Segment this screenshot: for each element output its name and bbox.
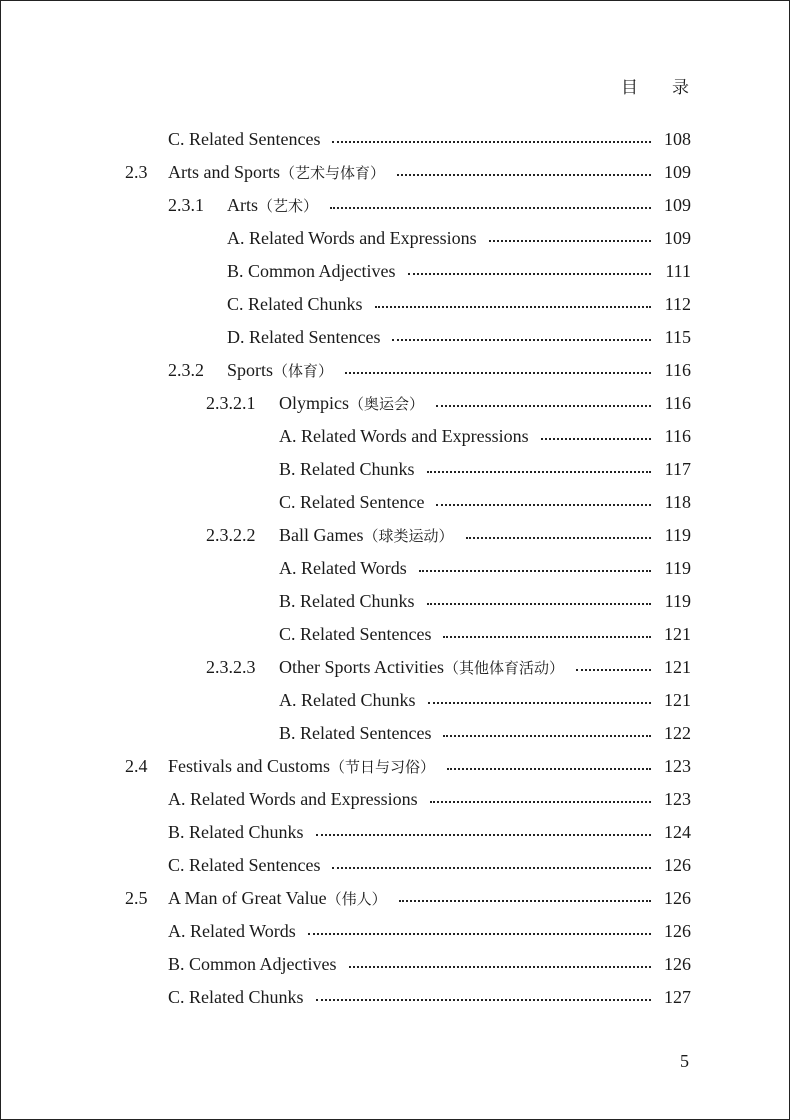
toc-title <box>279 486 424 519</box>
toc-dot-leader <box>408 271 652 275</box>
toc-dot-leader <box>397 172 651 176</box>
toc-page-number: 121 <box>664 657 691 677</box>
toc-entry[interactable] <box>1 420 790 453</box>
toc-title <box>227 321 380 354</box>
toc-entry[interactable] <box>1 222 790 255</box>
toc-page-number: 115 <box>664 327 691 347</box>
toc-title <box>227 288 363 321</box>
toc-page-number: 126 <box>664 954 691 974</box>
toc-entry[interactable] <box>1 354 790 387</box>
toc-entry[interactable] <box>1 750 790 783</box>
toc-dot-leader <box>330 205 651 209</box>
toc-entry[interactable] <box>1 486 790 519</box>
toc-title-en: B. Related Chunks <box>168 822 304 842</box>
toc-title-en: Other Sports Activities <box>279 656 444 677</box>
toc-entry[interactable] <box>1 882 790 915</box>
toc-page-number: 116 <box>664 393 691 413</box>
header-char-1: 目 <box>621 78 638 97</box>
toc-entry[interactable] <box>1 948 790 981</box>
toc-title-en: C. Related Sentences <box>168 855 321 875</box>
toc-dot-leader <box>375 304 652 308</box>
toc-dot-leader <box>345 370 651 374</box>
toc-dot-leader <box>541 436 651 440</box>
toc-entry[interactable] <box>1 321 790 354</box>
toc-dot-leader <box>332 139 651 143</box>
toc-title <box>279 453 415 486</box>
toc-title <box>168 750 435 784</box>
toc-page-number: 109 <box>664 195 691 215</box>
toc-page-number: 122 <box>664 723 691 743</box>
toc-page-number: 119 <box>664 591 691 611</box>
toc-title-en: B. Related Sentences <box>279 723 432 743</box>
toc-title-en: B. Common Adjectives <box>227 261 396 281</box>
page-number: 5 <box>680 1051 689 1071</box>
toc-title-zh: （节日与习俗） <box>330 757 436 776</box>
toc-title <box>279 717 431 750</box>
toc-entry[interactable] <box>1 618 790 651</box>
toc-dot-leader <box>428 700 652 704</box>
toc-page-number: 109 <box>664 228 691 248</box>
toc-title <box>227 189 318 223</box>
toc-title <box>168 915 296 948</box>
toc-entry[interactable] <box>1 783 790 816</box>
toc-dot-leader <box>576 667 651 671</box>
toc-title-zh: （伟人） <box>326 889 387 908</box>
toc-entry[interactable] <box>1 684 790 717</box>
toc-page-number: 119 <box>664 558 691 578</box>
toc-title <box>168 948 337 981</box>
toc-page-number: 126 <box>664 855 691 875</box>
toc-entry[interactable] <box>1 552 790 585</box>
toc-title <box>168 783 418 816</box>
toc-dot-leader <box>349 964 652 968</box>
toc-entry[interactable] <box>1 123 790 156</box>
toc-section-number: 2.3.2.2 <box>206 525 256 545</box>
toc-section-number: 2.3.2 <box>168 360 204 380</box>
toc-title <box>279 552 407 585</box>
toc-title-en: C. Related Chunks <box>168 987 304 1007</box>
toc-title-en: A. Related Words <box>168 921 296 941</box>
toc-title-en: B. Related Chunks <box>279 591 415 611</box>
toc-title-en: Olympics <box>279 392 349 413</box>
toc-section-number: 2.5 <box>125 888 148 908</box>
toc-title-en: Arts and Sports <box>168 161 280 182</box>
toc-title-en: A. Related Words <box>279 558 407 578</box>
toc-entry[interactable] <box>1 387 790 420</box>
toc-title <box>168 981 304 1014</box>
toc-title <box>279 420 529 453</box>
toc-title <box>227 354 333 388</box>
toc-title <box>168 123 320 156</box>
toc-page-number: 117 <box>664 459 691 479</box>
toc-title <box>227 255 396 288</box>
toc-title-en: Festivals and Customs <box>168 755 331 776</box>
toc-dot-leader <box>332 865 651 869</box>
toc-title <box>279 651 564 685</box>
toc-entry[interactable] <box>1 189 790 222</box>
toc-title-en: C. Related Sentence <box>279 492 425 512</box>
toc-entry[interactable] <box>1 717 790 750</box>
toc-entry[interactable] <box>1 519 790 552</box>
toc-title-en: Arts <box>227 194 258 215</box>
toc-page-number: 118 <box>664 492 691 512</box>
toc-entry[interactable] <box>1 915 790 948</box>
toc-entry[interactable] <box>1 981 790 1014</box>
toc-section-number: 2.3.2.3 <box>206 657 256 677</box>
toc-title-en: A. Related Chunks <box>279 690 416 710</box>
toc-title-zh: （艺术） <box>258 196 319 215</box>
toc-title-en: A Man of Great Value <box>168 887 327 908</box>
toc-dot-leader <box>430 799 651 803</box>
toc-entry[interactable] <box>1 849 790 882</box>
toc-page-number: 108 <box>664 129 691 149</box>
toc-title <box>227 222 477 255</box>
toc-dot-leader <box>443 733 651 737</box>
toc-page-number: 124 <box>664 822 691 842</box>
toc-entry[interactable] <box>1 816 790 849</box>
toc-title <box>279 387 424 421</box>
toc-section-number: 2.3 <box>125 162 148 182</box>
toc-page-number: 121 <box>664 624 691 644</box>
toc-entry[interactable] <box>1 651 790 684</box>
toc-dot-leader <box>489 238 651 242</box>
toc-title-en: A. Related Words and Expressions <box>279 426 529 446</box>
toc-title-en: A. Related Words and Expressions <box>168 789 418 809</box>
toc-title-en: Ball Games <box>279 524 364 545</box>
toc-page-number: 119 <box>664 525 691 545</box>
toc-page-number: 126 <box>664 888 691 908</box>
toc-title <box>168 156 385 190</box>
toc-title-en: D. Related Sentences <box>227 327 381 347</box>
toc-page-number: 123 <box>664 789 691 809</box>
toc-page-number: 127 <box>664 987 691 1007</box>
toc-dot-leader <box>436 502 651 506</box>
toc-title-en: B. Common Adjectives <box>168 954 337 974</box>
toc-title-zh: （艺术与体育） <box>280 163 386 182</box>
toc-dot-leader <box>436 403 651 407</box>
toc-title <box>279 519 454 553</box>
toc-page-number: 112 <box>664 294 691 314</box>
toc-dot-leader <box>427 469 652 473</box>
toc-dot-leader <box>316 832 652 836</box>
toc-dot-leader <box>443 634 651 638</box>
toc-dot-leader <box>308 931 651 935</box>
toc-title-en: C. Related Sentences <box>168 129 321 149</box>
toc-title-en: C. Related Chunks <box>227 294 363 314</box>
toc-entry[interactable] <box>1 453 790 486</box>
toc-section-number: 2.3.2.1 <box>206 393 256 413</box>
toc-dot-leader <box>447 766 651 770</box>
toc-entry[interactable] <box>1 585 790 618</box>
toc-title-en: B. Related Chunks <box>279 459 415 479</box>
toc-title <box>279 684 416 717</box>
toc-entry[interactable] <box>1 288 790 321</box>
toc-page-number: 121 <box>664 690 691 710</box>
toc-dot-leader <box>392 337 651 341</box>
toc-entry[interactable] <box>1 255 790 288</box>
toc-page-number: 109 <box>664 162 691 182</box>
toc-title-en: C. Related Sentences <box>279 624 432 644</box>
toc-section-number: 2.3.1 <box>168 195 204 215</box>
running-header <box>621 73 689 98</box>
toc-title <box>279 618 431 651</box>
toc-title-en: Sports <box>227 359 274 380</box>
toc-entry[interactable] <box>1 156 790 189</box>
toc-dot-leader <box>466 535 652 539</box>
toc-title <box>168 816 304 849</box>
toc-page-number: 116 <box>664 360 691 380</box>
toc-page-number: 126 <box>664 921 691 941</box>
toc-title-zh: （球类运动） <box>363 526 454 545</box>
toc-dot-leader <box>419 568 651 572</box>
toc-section-number: 2.4 <box>125 756 148 776</box>
toc-page-number: 111 <box>665 261 691 281</box>
toc-title <box>168 849 320 882</box>
header-char-2: 录 <box>672 78 689 97</box>
toc-title-en: A. Related Words and Expressions <box>227 228 477 248</box>
toc-dot-leader <box>399 898 651 902</box>
toc-title-zh: （奥运会） <box>349 394 425 413</box>
toc-title <box>168 882 387 916</box>
toc-dot-leader <box>316 997 652 1001</box>
toc-title-zh: （其他体育活动） <box>444 658 565 677</box>
toc-page-number: 123 <box>664 756 691 776</box>
toc-dot-leader <box>427 601 652 605</box>
toc-title-zh: （体育） <box>273 361 334 380</box>
toc-page-number: 116 <box>664 426 691 446</box>
toc-title <box>279 585 415 618</box>
